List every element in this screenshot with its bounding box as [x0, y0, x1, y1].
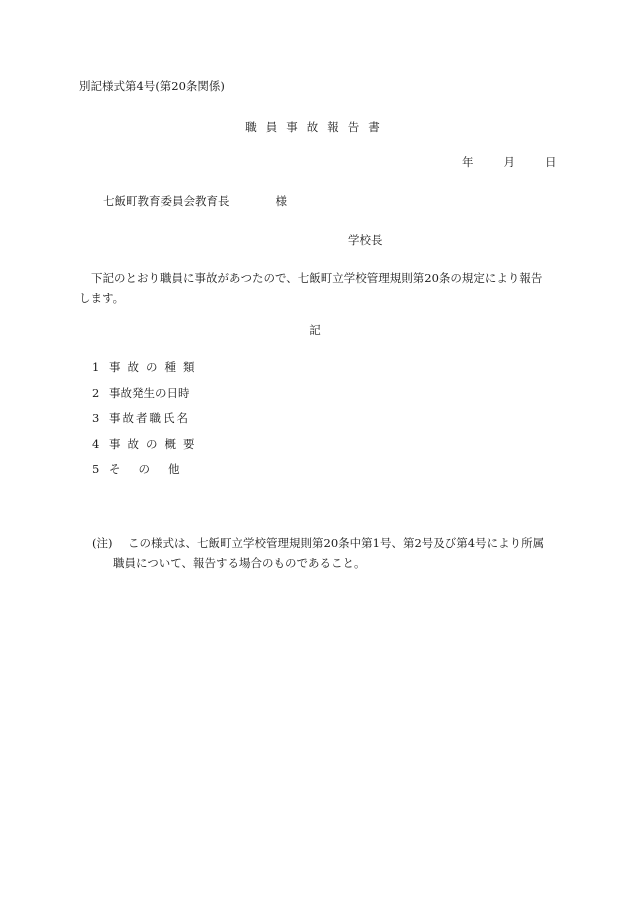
- month-label: 月: [503, 155, 515, 169]
- form-number: 別記様式第4号(第20条関係): [79, 79, 225, 93]
- list-item: [92, 388, 190, 400]
- addressee: [103, 196, 287, 208]
- item-number: 3: [92, 411, 100, 425]
- item-label: 事故の概要: [109, 437, 202, 451]
- list-item: [92, 464, 198, 476]
- addressee-name: 七飯町教育委員会教育長: [103, 194, 230, 208]
- date-line: [462, 157, 557, 169]
- item-label: 事故の種類: [109, 360, 202, 374]
- document-title: 職員事故報告書: [245, 120, 389, 134]
- note-mark: (注): [92, 536, 113, 550]
- body-paragraph: 下記のとおり職員に事故があつたので、七飯町立学校管理規則第20条の規定により報告します。: [79, 271, 543, 305]
- note-line-1: この様式は、七飯町立学校管理規則第20条中第1号、第2号及び第4号により所属: [128, 536, 545, 550]
- list-item: [92, 439, 202, 451]
- list-item: [92, 413, 190, 425]
- item-label: その他: [109, 462, 198, 476]
- item-number: 2: [92, 386, 100, 400]
- day-label: 日: [545, 155, 557, 169]
- item-number: 1: [92, 360, 100, 374]
- item-label: 事故発生の日時: [109, 386, 190, 400]
- ki-heading: 記: [309, 323, 321, 337]
- list-item: [92, 362, 202, 374]
- note-line-2: 職員について、報告する場合のものであること。: [113, 556, 366, 570]
- year-label: 年: [462, 155, 474, 169]
- addressee-honorific: 様: [275, 194, 287, 208]
- item-label: 事故者職氏名: [109, 411, 190, 425]
- sender: 学校長: [348, 233, 383, 247]
- item-number: 5: [92, 462, 100, 476]
- item-number: 4: [92, 437, 100, 451]
